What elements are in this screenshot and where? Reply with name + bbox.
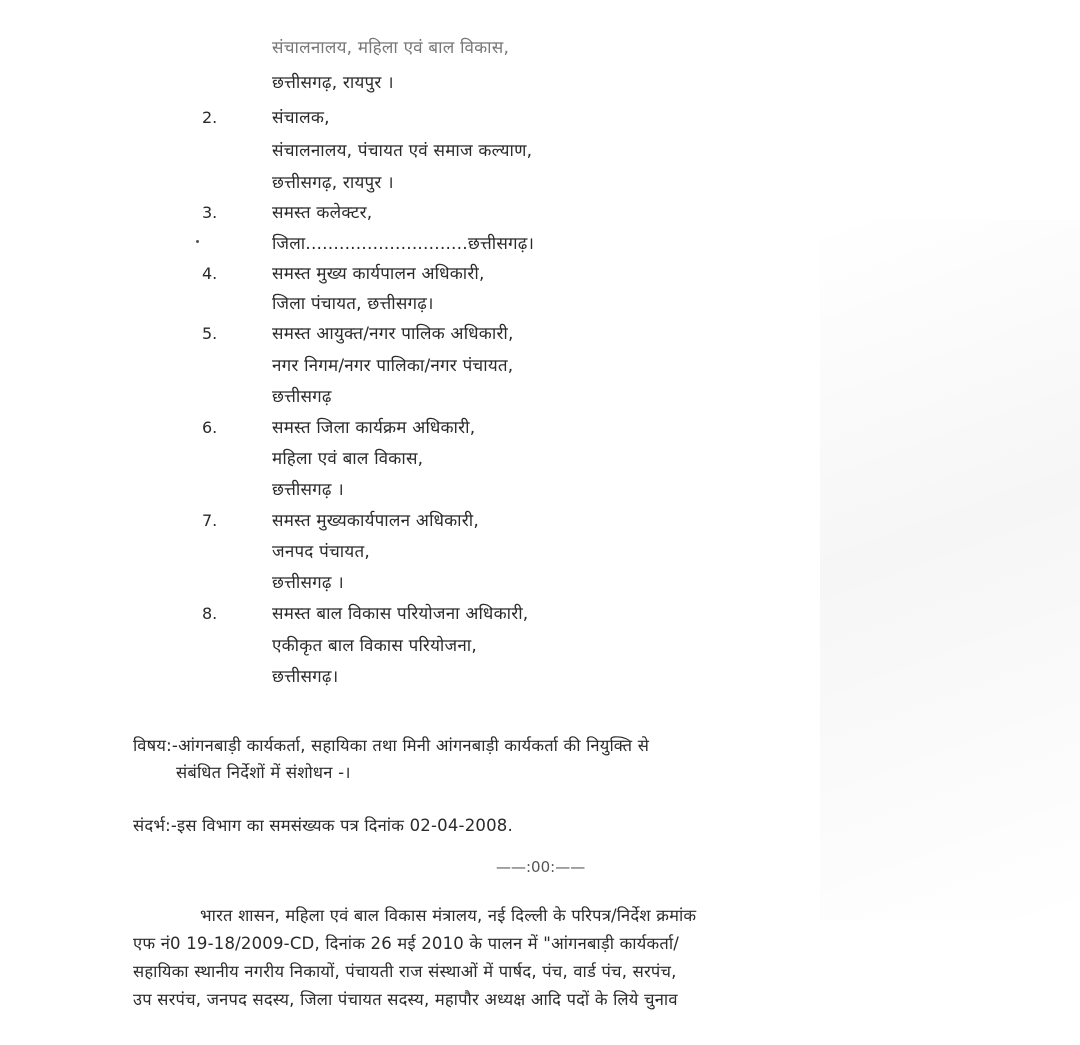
addressee-line: समस्त मुख्य कार्यपालन अधिकारी,	[272, 264, 485, 284]
body-line-4: उप सरपंच, जनपद सदस्य, जिला पंचायत सदस्य, महापौर अध्यक्ष आदि पदों के लिये चुनाव	[133, 990, 678, 1009]
separator-mark: ——:00:——	[496, 858, 586, 876]
subject-line-2: संबंधित निर्देशों में संशोधन -।	[176, 763, 351, 782]
addressee-number: 5.	[202, 324, 218, 343]
addressee-line: छत्तीसगढ़।	[272, 667, 339, 687]
addressee-line: समस्त जिला कार्यक्रम अधिकारी,	[272, 418, 476, 438]
address-partial-line-2: छत्तीसगढ़, रायपुर ।	[272, 73, 394, 93]
addressee-number: 7.	[202, 511, 218, 530]
addressee-number: 2.	[202, 108, 218, 127]
reference-line: संदर्भ:-इस विभाग का समसंख्यक पत्र दिनांक 02-04-2008.	[133, 816, 513, 835]
body-line-1: भारत शासन, महिला एवं बाल विकास मंत्रालय, नई दिल्ली के परिपत्र/निर्देश क्रमांक	[200, 906, 697, 925]
addressee-line: छत्तीसगढ़, रायपुर ।	[272, 173, 394, 193]
address-partial-line-1: संचालनालय, महिला एवं बाल विकास,	[272, 38, 510, 58]
addressee-line: समस्त बाल विकास परियोजना अधिकारी,	[272, 604, 529, 624]
addressee-number: 6.	[202, 418, 218, 437]
addressee-line: जिला.............................छत्तीसगढ़।	[272, 234, 535, 254]
scan-speck	[196, 240, 199, 243]
addressee-line: छत्तीसगढ़	[272, 387, 332, 407]
subject-line-1: विषय:-आंगनबाड़ी कार्यकर्ता, सहायिका तथा मिनी आंगनबाड़ी कार्यकर्ता की नियुक्ति से	[133, 736, 650, 755]
addressee-line: महिला एवं बाल विकास,	[272, 449, 424, 469]
addressee-line: जिला पंचायत, छत्तीसगढ़।	[272, 294, 434, 314]
addressee-number: 8.	[202, 604, 218, 623]
addressee-number: 4.	[202, 264, 218, 283]
addressee-line: समस्त आयुक्त/नगर पालिक अधिकारी,	[272, 324, 514, 344]
addressee-line: संचालनालय, पंचायत एवं समाज कल्याण,	[272, 141, 533, 161]
addressee-number: 3.	[202, 203, 218, 222]
addressee-line: छत्तीसगढ़ ।	[272, 480, 344, 500]
scan-shadow	[820, 220, 1080, 920]
body-line-3: सहायिका स्थानीय नगरीय निकायों, पंचायती राज संस्थाओं में पार्षद, पंच, वार्ड पंच, सरपंच,	[133, 962, 677, 981]
addressee-line: संचालक,	[272, 108, 330, 128]
addressee-line: जनपद पंचायत,	[272, 542, 370, 562]
addressee-line: समस्त मुख्यकार्यपालन अधिकारी,	[272, 511, 479, 531]
body-line-2: एफ नं0 19-18/2009-CD, दिनांक 26 मई 2010 के पालन में "आंगनबाड़ी कार्यकर्ता/	[133, 934, 680, 953]
addressee-line: एकीकृत बाल विकास परियोजना,	[272, 636, 477, 656]
addressee-line: समस्त कलेक्टर,	[272, 203, 373, 223]
addressee-line: छत्तीसगढ़ ।	[272, 573, 344, 593]
addressee-line: नगर निगम/नगर पालिका/नगर पंचायत,	[272, 356, 514, 376]
